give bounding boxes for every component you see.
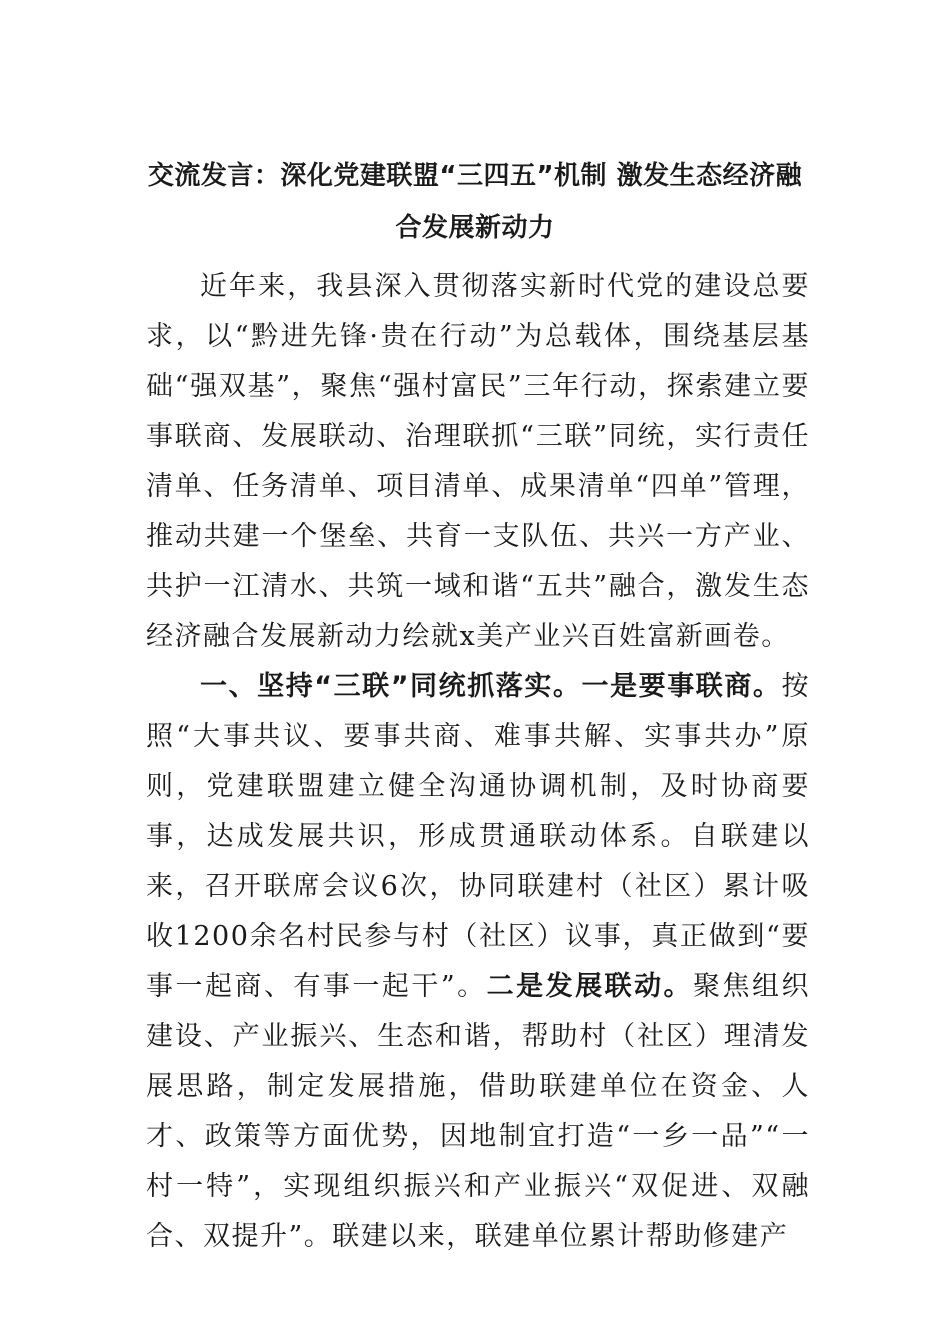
title-line-1: 交流发言：深化党建联盟“三四五”机制 激发生态经济融 xyxy=(147,161,803,191)
section-1-paragraph xyxy=(146,662,810,1262)
intro-paragraph: 近年来，我县深入贯彻落实新时代党的建设总要求，以“黔进先锋·贵在行动”为总载体，围绕基层基础“强双基”，聚焦“强村富民”三年行动，探索建立要事联商、发展联动、治理联抓“三联”同统，实行责任清单、任务清单、项目清单、成果清单“四单”管理，推动共建一个堡垒、共育一支队伍、共兴一方产业、共护一江清水、共筑一域和谐“五共”融合，激发生态经济融合发展新动力绘就x美产业兴百姓富新画卷。 xyxy=(146,271,810,652)
point-2-heading: 二是发展联动。 xyxy=(486,971,694,1002)
point-1-heading: 一是要事联商。 xyxy=(581,671,782,702)
point-2-text: 聚焦组织建设、产业振兴、生态和谐，帮助村（社区）理清发展思路，制定发展措施，借助联建单位在资金、人才、政策等方面优势，因地制宜打造“一乡一品”“一村一特”，实现组织振兴和产业振兴“双促进、双融合、双提升”。联建以来，联建单位累计帮助修建产 xyxy=(146,971,811,1252)
title-line-2: 合发展新动力 xyxy=(395,213,555,243)
section-1-heading: 一、坚持“三联”同统抓落实。 xyxy=(200,671,582,702)
document-body xyxy=(146,262,810,1262)
point-1-text: 按照“大事共议、要事共商、难事共解、实事共办”原则，党建联盟建立健全沟通协调机制，及时协商要事，达成发展共识，形成贯通联动体系。自联建以来，召开联席会议6次，协同联建村（社区）累计吸收1200余名村民参与村（社区）议事，真正做到“要事一起商、有事一起干”。 xyxy=(146,671,810,1002)
document-title xyxy=(120,150,830,254)
